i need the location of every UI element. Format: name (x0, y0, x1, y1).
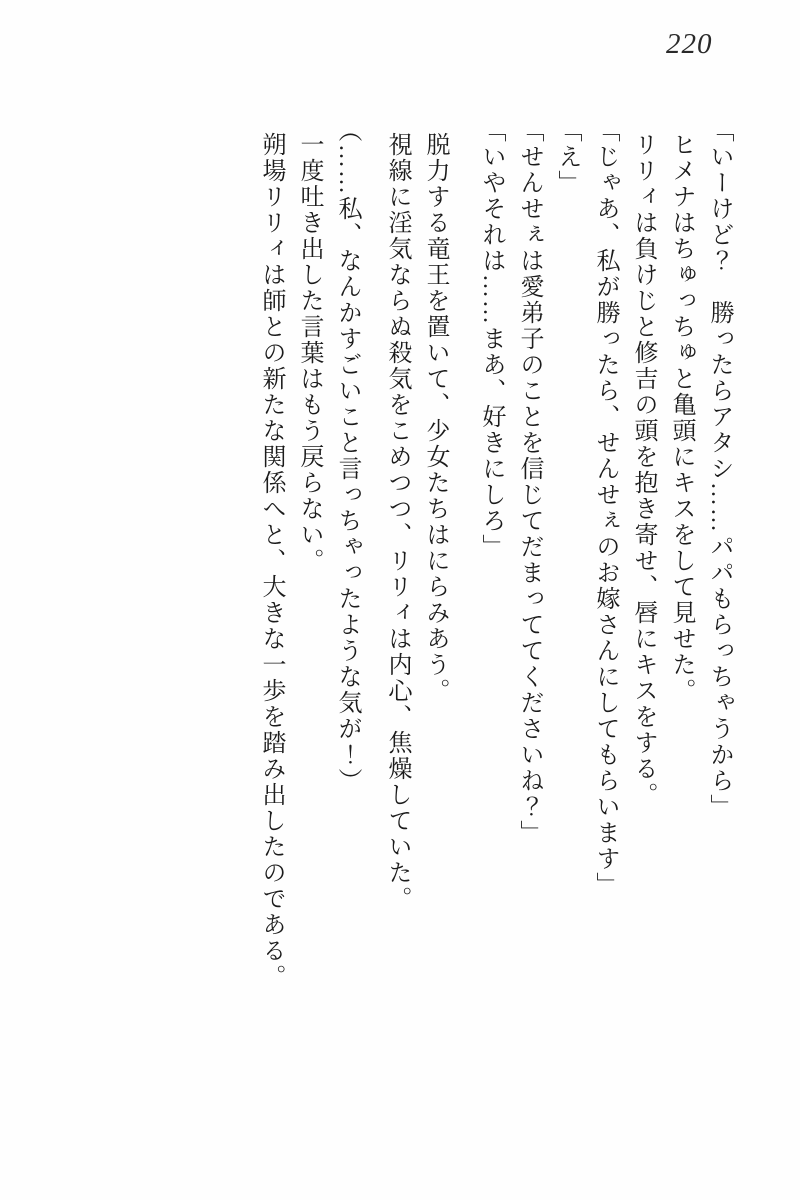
paragraph-narrative-3: 脱力する竜王を置いて、少女たちはにらみあう。 (422, 132, 448, 704)
paragraph-narrative-4: 視線に淫気ならぬ殺気をこめつつ、リリィは内心、焦燥していた。 (384, 132, 410, 912)
text-block (252, 118, 738, 1048)
page-number: 220 (666, 28, 713, 60)
paragraph-narrative-1: ヒメナはちゅっちゅと亀頭にキスをして見せた。 (668, 132, 694, 704)
paragraph-dialogue-3: 「え」 (554, 118, 580, 196)
paragraph-dialogue-2: 「じゃあ、私が勝ったら、せんせぇのお嫁さんにしてもらいます」 (592, 118, 618, 898)
paragraph-dialogue-4: 「せんせぇは愛弟子のことを信じてだまっててくださいね？」 (516, 118, 542, 846)
paragraph-narrative-5: 一度吐き出した言葉はもう戻らない。 (296, 132, 322, 574)
paragraph-dialogue-1: 「いーけど？ 勝ったらアタシ……パパもらっちゃうから」 (706, 118, 732, 820)
paragraph-narrative-6: 朔場リリィは師との新たな関係へと、大きな一歩を踏み出したのである。 (258, 132, 284, 990)
paragraph-dialogue-5: 「いやそれは……まあ、好きにしろ」 (478, 118, 504, 560)
paragraph-thought-1: （……私、なんかすごいこと言っちゃったような気が！） (334, 118, 360, 794)
paragraph-narrative-2: リリィは負けじと修吉の頭を抱き寄せ、唇にキスをする。 (630, 132, 656, 808)
